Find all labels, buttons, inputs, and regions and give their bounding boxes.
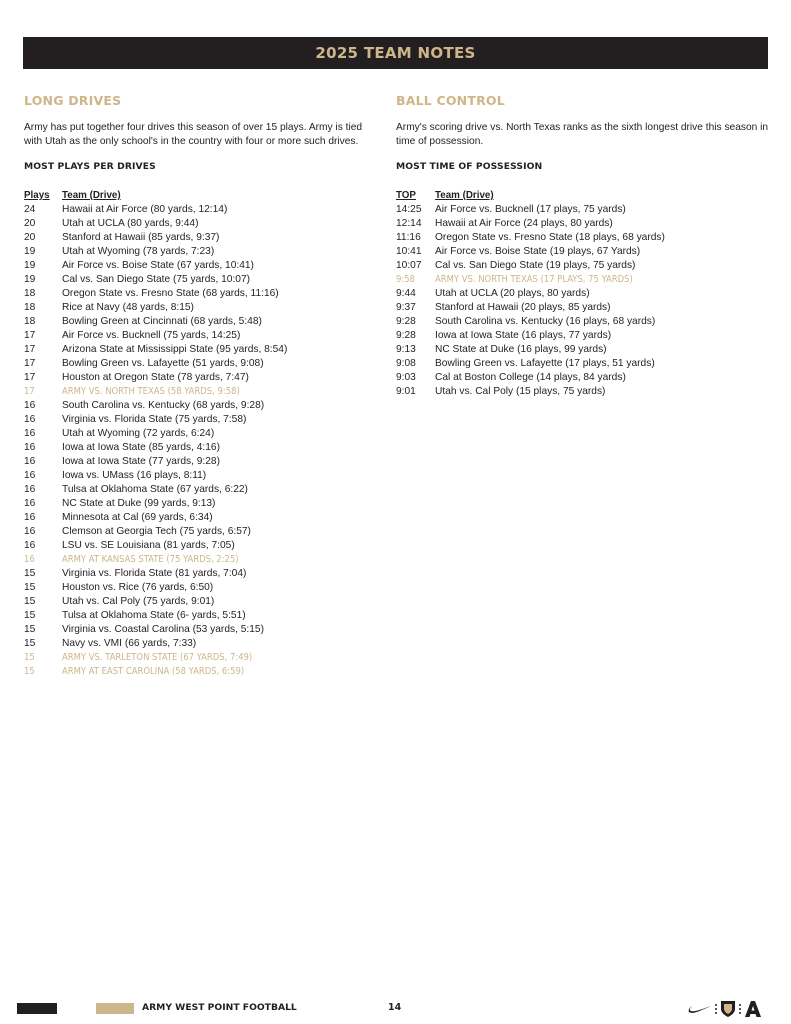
list-row (24, 469, 369, 483)
row-team-drive: Iowa vs. UMass (16 plays, 8:11) (62, 470, 207, 481)
row-team-drive: Minnesota at Cal (69 yards, 6:34) (62, 512, 213, 523)
row-team-drive: ARMY AT EAST CAROLINA (58 YARDS, 6:59) (62, 666, 245, 677)
footer-title: ARMY WEST POINT FOOTBALL (142, 1002, 297, 1013)
divider-dots (715, 1004, 717, 1014)
row-plays: 17 (24, 372, 36, 383)
list-row (24, 315, 369, 329)
section-paragraph: Army's scoring drive vs. North Texas ranks as the sixth longest drive this season in time of possession. (396, 122, 769, 147)
list-row (24, 357, 369, 371)
row-top: 10:41 (396, 246, 422, 257)
row-plays: 16 (24, 484, 36, 495)
list-row (24, 483, 369, 497)
section-paragraph: Army has put together four drives this season of over 15 plays. Army is tied with Utah as the only school's in the country with four or more such drives. (24, 122, 363, 147)
row-team-drive: Clemson at Georgia Tech (75 yards, 6:57) (62, 526, 251, 537)
row-team-drive: ARMY VS. NORTH TEXAS (17 PLAYS, 75 YARDS) (435, 274, 633, 285)
row-team-drive: Houston at Oregon State (78 yards, 7:47) (62, 372, 249, 383)
row-top: 9:03 (396, 372, 416, 383)
row-plays: 16 (24, 498, 36, 509)
row-plays: 15 (24, 666, 35, 677)
row-team-drive: Oregon State vs. Fresno State (68 yards, 11:16) (62, 288, 279, 299)
row-team-drive: Virginia vs. Coastal Carolina (53 yards, 5:15) (62, 624, 264, 635)
page-title: 2025 TEAM NOTES (315, 44, 476, 62)
row-plays: 16 (24, 526, 36, 537)
row-team-drive: Utah at UCLA (20 plays, 80 yards) (435, 288, 590, 299)
list-row (24, 329, 369, 343)
row-plays: 15 (24, 582, 36, 593)
row-team-drive: Utah at Wyoming (78 yards, 7:23) (62, 246, 215, 257)
list-row (24, 581, 369, 595)
row-plays: 15 (24, 638, 36, 649)
row-team-drive: Hawaii at Air Force (24 plays, 80 yards) (435, 218, 613, 229)
list-row (24, 441, 369, 455)
row-top: 14:25 (396, 204, 422, 215)
list-row (396, 217, 771, 231)
list-row (396, 259, 771, 273)
row-plays: 15 (24, 568, 36, 579)
army-list-row (24, 553, 369, 567)
long-drives-section (24, 93, 369, 679)
row-team-drive: Navy vs. VMI (66 yards, 7:33) (62, 638, 197, 649)
row-team-drive: Bowling Green vs. Lafayette (17 plays, 51 yards) (435, 358, 655, 369)
row-plays: 16 (24, 442, 36, 453)
row-plays: 24 (24, 204, 36, 215)
row-team-drive: Air Force vs. Boise State (67 yards, 10:41) (62, 260, 254, 271)
page-number: 14 (388, 1002, 402, 1013)
list-row (24, 231, 369, 245)
row-team-drive: Arizona State at Mississippi State (95 yards, 8:54) (62, 344, 288, 355)
army-list-row (396, 273, 771, 287)
row-plays: 18 (24, 316, 36, 327)
footer-black-bar (17, 1003, 57, 1014)
row-team-drive: ARMY VS. NORTH TEXAS (58 YARDS, 9:58) (62, 386, 240, 397)
footer-gold-bar (96, 1003, 134, 1014)
list-row (24, 343, 369, 357)
list-row (24, 273, 369, 287)
list-row (24, 455, 369, 469)
list-header (24, 189, 369, 203)
top-list (396, 203, 771, 399)
row-plays: 16 (24, 554, 35, 565)
row-team-drive: South Carolina vs. Kentucky (16 plays, 68 yards) (435, 316, 656, 327)
row-team-drive: NC State at Duke (16 plays, 99 yards) (435, 344, 607, 355)
row-team-drive: Utah at Wyoming (72 yards, 6:24) (62, 428, 215, 439)
row-plays: 15 (24, 596, 36, 607)
row-plays: 16 (24, 400, 36, 411)
row-team-drive: Cal vs. San Diego State (75 yards, 10:07) (62, 274, 251, 285)
row-team-drive: ARMY VS. TARLETON STATE (67 YARDS, 7:49) (62, 652, 253, 663)
row-team-drive: Hawaii at Air Force (80 yards, 12:14) (62, 204, 228, 215)
row-plays: 16 (24, 414, 36, 425)
section-title: BALL CONTROL (396, 93, 505, 108)
row-plays: 18 (24, 288, 36, 299)
list-row (24, 637, 369, 651)
list-row (24, 287, 369, 301)
list-row (396, 231, 771, 245)
row-team-drive: ARMY AT KANSAS STATE (75 YARDS, 2:25) (62, 554, 239, 565)
row-team-drive: Tulsa at Oklahoma State (6- yards, 5:51) (62, 610, 246, 621)
list-row (24, 427, 369, 441)
row-plays: 16 (24, 540, 36, 551)
army-list-row (24, 385, 369, 399)
list-row (396, 343, 771, 357)
row-team-drive: Cal at Boston College (14 plays, 84 yards) (435, 372, 626, 383)
header-banner (23, 37, 768, 69)
row-team-drive: Rice at Navy (48 yards, 8:15) (62, 302, 194, 313)
list-row (396, 287, 771, 301)
row-plays: 19 (24, 260, 36, 271)
row-plays: 17 (24, 386, 35, 397)
row-plays: 15 (24, 652, 35, 663)
list-row (24, 525, 369, 539)
row-top: 9:01 (396, 386, 416, 397)
row-top: 12:14 (396, 218, 422, 229)
list-row (24, 413, 369, 427)
row-top: 10:07 (396, 260, 422, 271)
row-team-drive: Air Force vs. Bucknell (17 plays, 75 yards) (435, 204, 626, 215)
row-plays: 19 (24, 274, 36, 285)
row-plays: 17 (24, 358, 36, 369)
list-row (24, 371, 369, 385)
row-team-drive: Stanford at Hawaii (20 plays, 85 yards) (435, 302, 611, 313)
list-row (24, 203, 369, 217)
row-top: 9:28 (396, 316, 416, 327)
row-plays: 17 (24, 344, 36, 355)
row-top: 9:13 (396, 344, 416, 355)
plays-list (24, 203, 369, 679)
list-row (24, 539, 369, 553)
list-row (396, 315, 771, 329)
header-team: Team (Drive) (62, 190, 121, 201)
row-team-drive: Iowa at Iowa State (77 yards, 9:28) (62, 456, 220, 467)
row-plays: 16 (24, 470, 36, 481)
row-top: 11:16 (396, 232, 421, 243)
row-plays: 16 (24, 512, 36, 523)
list-row (24, 609, 369, 623)
header-plays: Plays (24, 190, 50, 201)
row-top: 9:44 (396, 288, 416, 299)
ball-control-section (396, 93, 771, 399)
row-top: 9:28 (396, 330, 416, 341)
list-row (396, 385, 771, 399)
army-list-row (24, 651, 369, 665)
row-team-drive: Bowling Green at Cincinnati (68 yards, 5:48) (62, 316, 262, 327)
list-header (396, 189, 771, 203)
row-team-drive: Iowa at Iowa State (85 yards, 4:16) (62, 442, 220, 453)
row-team-drive: Tulsa at Oklahoma State (67 yards, 6:22) (62, 484, 248, 495)
row-plays: 19 (24, 246, 36, 257)
list-row (24, 245, 369, 259)
row-plays: 18 (24, 302, 36, 313)
list-row (24, 217, 369, 231)
list-row (24, 497, 369, 511)
header-top: TOP (396, 190, 416, 201)
row-team-drive: Utah vs. Cal Poly (15 plays, 75 yards) (435, 386, 606, 397)
row-plays: 17 (24, 330, 36, 341)
row-plays: 16 (24, 456, 36, 467)
row-team-drive: Cal vs. San Diego State (19 plays, 75 yards) (435, 260, 636, 271)
list-row (24, 399, 369, 413)
row-team-drive: LSU vs. SE Louisiana (81 yards, 7:05) (62, 540, 235, 551)
row-team-drive: Stanford at Hawaii (85 yards, 9:37) (62, 232, 220, 243)
list-subhead: MOST PLAYS PER DRIVES (24, 161, 156, 172)
row-team-drive: NC State at Duke (99 yards, 9:13) (62, 498, 216, 509)
row-team-drive: Air Force vs. Boise State (19 plays, 67 Yards) (435, 246, 641, 257)
row-team-drive: Utah vs. Cal Poly (75 yards, 9:01) (62, 596, 215, 607)
list-subhead: MOST TIME OF POSSESSION (396, 161, 543, 172)
row-team-drive: Oregon State vs. Fresno State (18 plays, 68 yards) (435, 232, 665, 243)
list-row (24, 595, 369, 609)
list-row (396, 357, 771, 371)
row-team-drive: Virginia vs. Florida State (75 yards, 7:58) (62, 414, 247, 425)
list-row (396, 371, 771, 385)
row-plays: 20 (24, 232, 36, 243)
row-top: 9:08 (396, 358, 416, 369)
row-team-drive: Houston vs. Rice (76 yards, 6:50) (62, 582, 214, 593)
list-row (24, 623, 369, 637)
army-shield-icon (720, 1000, 736, 1018)
row-plays: 15 (24, 624, 36, 635)
nike-logo-icon (688, 1003, 712, 1015)
row-team-drive: Utah at UCLA (80 yards, 9:44) (62, 218, 199, 229)
row-team-drive: Bowling Green vs. Lafayette (51 yards, 9:08) (62, 358, 264, 369)
divider-dots (739, 1004, 741, 1014)
list-row (24, 259, 369, 273)
row-top: 9:58 (396, 274, 415, 285)
footer-logos (688, 1000, 762, 1018)
list-row (396, 245, 771, 259)
row-team-drive: South Carolina vs. Kentucky (68 yards, 9:28) (62, 400, 265, 411)
list-row (24, 301, 369, 315)
header-team: Team (Drive) (435, 190, 494, 201)
list-row (24, 511, 369, 525)
row-team-drive: Air Force vs. Bucknell (75 yards, 14:25) (62, 330, 241, 341)
row-plays: 16 (24, 428, 36, 439)
row-team-drive: Virginia vs. Florida State (81 yards, 7:04) (62, 568, 247, 579)
list-row (396, 329, 771, 343)
row-top: 9:37 (396, 302, 416, 313)
army-a-logo-icon (744, 1000, 762, 1018)
row-plays: 15 (24, 610, 36, 621)
list-row (396, 301, 771, 315)
list-row (396, 203, 771, 217)
row-team-drive: Iowa at Iowa State (16 plays, 77 yards) (435, 330, 612, 341)
section-title: LONG DRIVES (24, 93, 122, 108)
list-row (24, 567, 369, 581)
army-list-row (24, 665, 369, 679)
row-plays: 20 (24, 218, 36, 229)
